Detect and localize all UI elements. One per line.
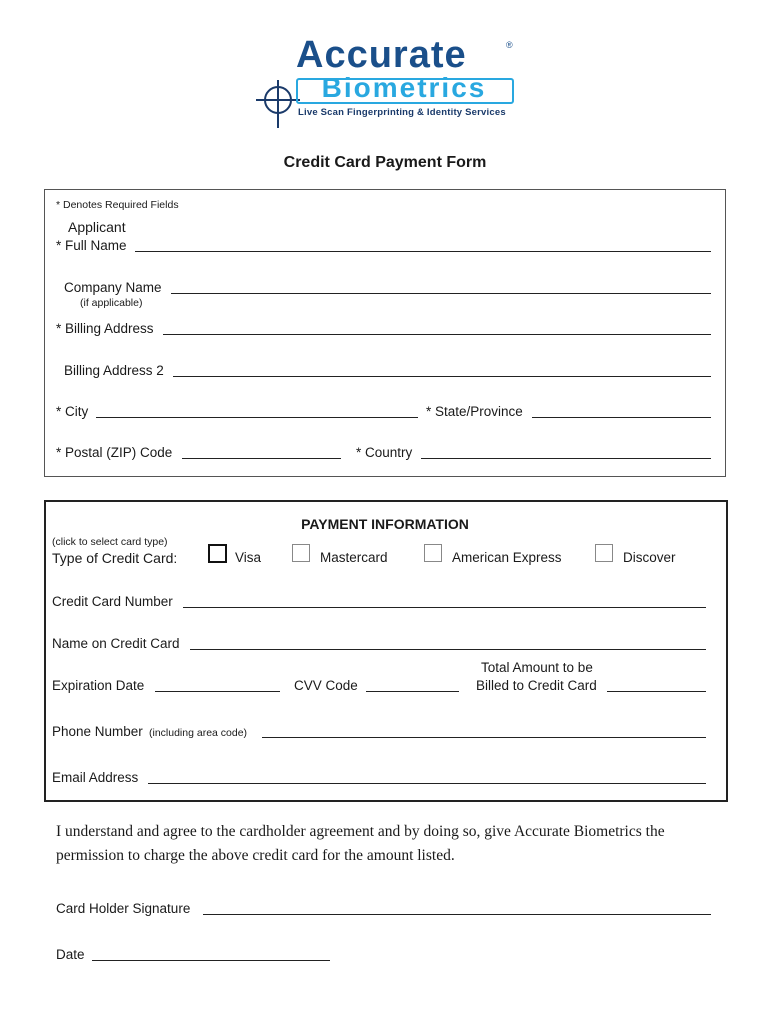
- phone-field[interactable]: [262, 737, 706, 738]
- phone-label: Phone Number: [52, 724, 143, 739]
- billing-address-label: * Billing Address: [56, 321, 154, 336]
- logo-brand-bottom: Biometrics: [321, 72, 487, 103]
- state-label: * State/Province: [426, 404, 523, 419]
- cvv-label: CVV Code: [294, 678, 358, 693]
- visa-label: Visa: [235, 550, 262, 565]
- city-label: * City: [56, 404, 89, 419]
- signature-label: Card Holder Signature: [56, 901, 191, 916]
- discover-checkbox[interactable]: [595, 544, 613, 562]
- card-number-field[interactable]: [183, 607, 706, 608]
- date-label: Date: [56, 947, 85, 962]
- postal-code-field[interactable]: [182, 458, 341, 459]
- card-type-hint: (click to select card type): [52, 536, 168, 548]
- mastercard-checkbox[interactable]: [292, 544, 310, 562]
- logo-registered-mark: ®: [506, 40, 513, 50]
- country-field[interactable]: [421, 458, 711, 459]
- country-label: * Country: [356, 445, 413, 460]
- expiration-field[interactable]: [155, 691, 280, 692]
- date-field[interactable]: [92, 960, 330, 961]
- applicant-heading: Applicant: [68, 219, 126, 235]
- billing-address-2-field[interactable]: [173, 376, 711, 377]
- postal-code-label: * Postal (ZIP) Code: [56, 445, 173, 460]
- payment-heading: PAYMENT INFORMATION: [301, 516, 469, 532]
- required-note: * Denotes Required Fields: [56, 199, 179, 211]
- logo-brand-top: Accurate: [296, 34, 467, 76]
- name-on-card-label: Name on Credit Card: [52, 636, 180, 651]
- state-field[interactable]: [532, 417, 711, 418]
- city-field[interactable]: [96, 417, 418, 418]
- email-field[interactable]: [148, 783, 706, 784]
- agreement-line-2: permission to charge the above credit card for the amount listed.: [56, 847, 455, 864]
- card-number-label: Credit Card Number: [52, 594, 173, 609]
- mastercard-label: Mastercard: [320, 550, 388, 565]
- page-title: Credit Card Payment Form: [283, 154, 487, 171]
- company-name-field[interactable]: [171, 293, 711, 294]
- amex-label: American Express: [452, 550, 562, 565]
- full-name-label: * Full Name: [56, 238, 127, 253]
- billing-address-field[interactable]: [163, 334, 711, 335]
- discover-label: Discover: [623, 550, 676, 565]
- company-name-label: Company Name: [64, 280, 162, 295]
- phone-hint: (including area code): [149, 727, 248, 739]
- agreement-line-1: I understand and agree to the cardholder agreement and by doing so, give Accurate Biometrics the: [56, 823, 665, 840]
- visa-checkbox[interactable]: [208, 544, 227, 563]
- signature-field[interactable]: [203, 914, 711, 915]
- total-amount-label-1: Total Amount to be: [481, 660, 593, 675]
- expiration-label: Expiration Date: [52, 678, 145, 693]
- company-hint: (if applicable): [80, 297, 143, 309]
- logo-tagline: Live Scan Fingerprinting & Identity Services: [298, 107, 506, 118]
- total-amount-label-2: Billed to Credit Card: [476, 678, 597, 693]
- card-type-label: Type of Credit Card:: [52, 550, 178, 566]
- full-name-field[interactable]: [135, 251, 711, 252]
- billing-address-2-label: Billing Address 2: [64, 363, 164, 378]
- amex-checkbox[interactable]: [424, 544, 442, 562]
- cvv-field[interactable]: [366, 691, 459, 692]
- email-label: Email Address: [52, 770, 139, 785]
- crosshair-icon: [256, 80, 300, 128]
- total-amount-field[interactable]: [607, 691, 706, 692]
- name-on-card-field[interactable]: [190, 649, 706, 650]
